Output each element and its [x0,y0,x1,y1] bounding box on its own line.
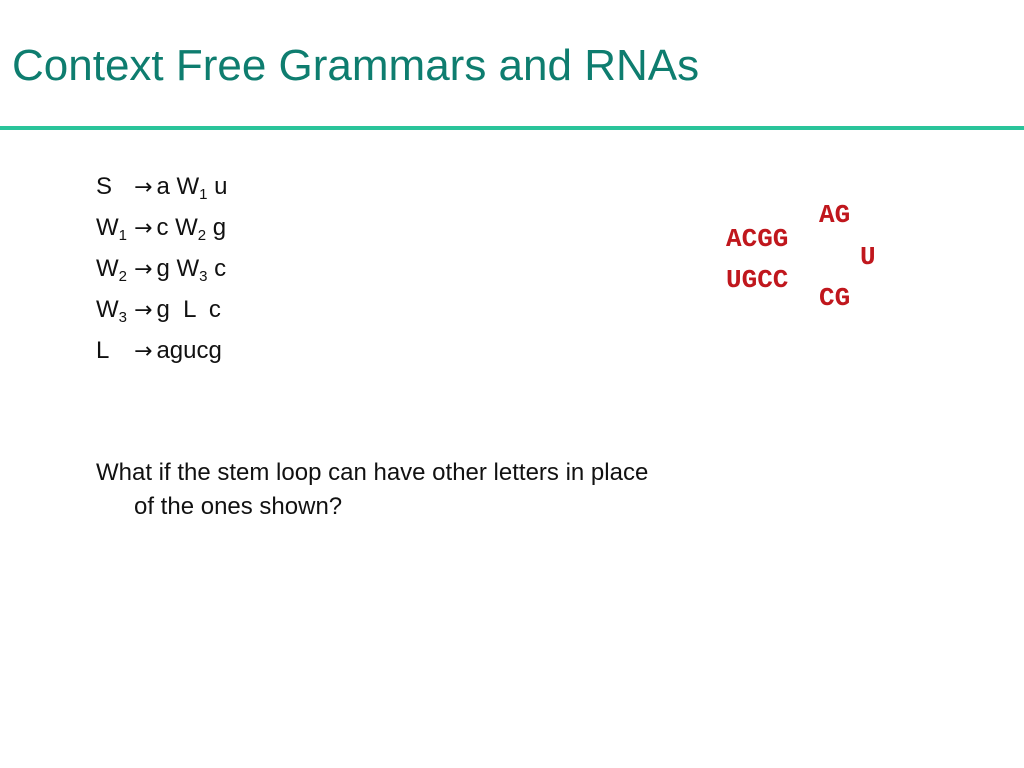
grammar-rule [96,289,227,330]
rule-rhs: agucg [156,337,222,364]
grammar-rule [96,207,227,248]
rna-loop-mid: U [860,242,876,272]
question-line: of the ones shown? [134,493,343,520]
grammar-rules [96,166,227,371]
rule-rhs: g $W_3$ c [156,255,227,285]
title-divider [0,126,1024,130]
rule-rhs: c $W_2$ g [156,214,227,244]
rule-lhs: S [96,173,113,200]
rna-loop-top: AG [819,200,851,230]
rule-lhs: L [96,337,110,364]
arrow-icon: → [134,216,153,241]
rule-rhs: g L c [156,296,221,323]
slide-title: Context Free Grammars and RNAs [12,41,700,90]
question-line: What if the stem loop can have other letters in place [96,459,649,486]
rule-lhs: $W_2$ [96,255,127,285]
grammar-rule [96,166,227,207]
rule-rhs: a $W_1$ u [156,173,228,203]
rna-stem-top: ACGG [726,224,789,254]
arrow-icon: → [134,339,153,364]
arrow-icon: → [134,298,153,323]
grammar-rule [96,330,227,371]
question-text [96,456,796,524]
rna-stem-bottom: UGCC [726,265,789,295]
arrow-icon: → [134,175,153,200]
grammar-rule [96,248,227,289]
rna-loop-bottom: CG [819,283,851,313]
rule-lhs: $W_1$ [96,214,127,244]
rule-lhs: $W_3$ [96,296,127,326]
arrow-icon: → [134,257,153,282]
